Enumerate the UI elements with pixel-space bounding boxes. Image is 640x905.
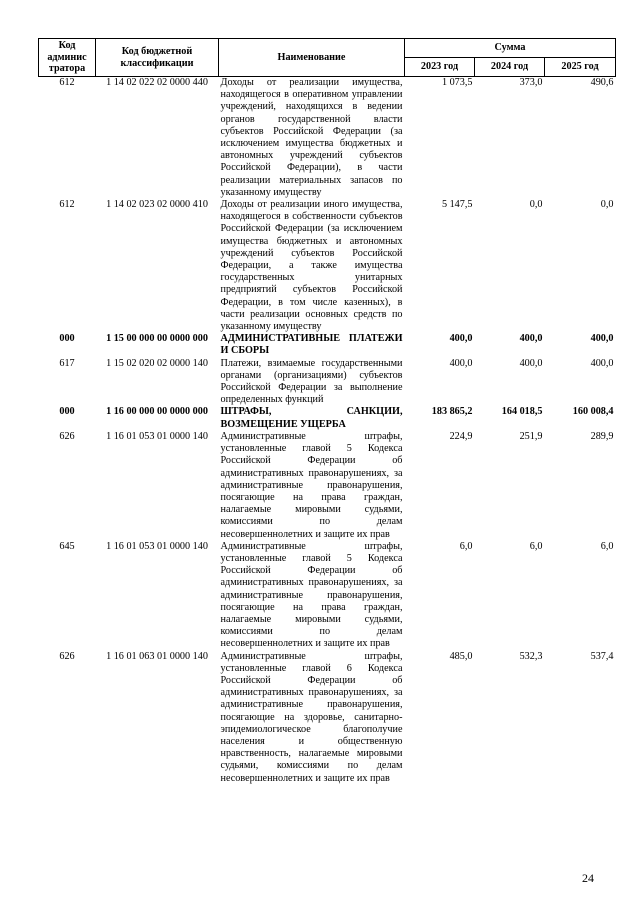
- header-budget-code: Код бюджетной классификации: [96, 39, 219, 77]
- row-sum-2023: 400,0: [449, 357, 473, 369]
- row-admin-code: 645: [59, 540, 75, 552]
- row-sum-2024: 373,0: [519, 77, 543, 88]
- row-sum-2025: 289,9: [590, 430, 614, 442]
- row-sum-2023: 485,0: [449, 650, 473, 662]
- row-admin-code: 612: [59, 77, 75, 88]
- row-sum-2025: 490,6: [590, 77, 614, 88]
- row-sum-2023: 1 073,5: [441, 77, 473, 88]
- table-row: [39, 199, 616, 333]
- table-row: [39, 77, 616, 200]
- row-admin-code: 000: [59, 333, 75, 345]
- row-sum-2025: 6,0: [600, 540, 614, 552]
- row-name: Доходы от реализации имущества, находящегося в оперативном управлении учреждений, находящихся в ведении органов государственной власти субъектов Российской Федерации (за исключением имущества бюджетных и автономных учреждений субъектов Российской Федерации), в части реализации материальных запасов по указанному имуществу: [220, 77, 403, 198]
- row-sum-2024: 164 018,5: [501, 406, 543, 418]
- row-budget-code: 1 14 02 022 02 0000 440: [106, 77, 208, 88]
- page-number: 24: [582, 871, 594, 885]
- row-sum-2024: 0,0: [529, 199, 543, 211]
- row-sum-2024: 400,0: [519, 333, 543, 345]
- row-name: АДМИНИСТРАТИВНЫЕ ПЛАТЕЖИ И СБОРЫ: [220, 333, 403, 357]
- table-row: [39, 333, 616, 357]
- table-row: [39, 406, 616, 430]
- row-admin-code: 617: [59, 357, 75, 369]
- row-budget-code: 1 16 01 053 01 0000 140: [106, 430, 208, 442]
- row-budget-code: 1 15 02 020 02 0000 140: [106, 357, 208, 369]
- table-row: [39, 651, 616, 785]
- row-budget-code: 1 16 01 063 01 0000 140: [106, 650, 208, 662]
- header-year-2023: 2023 год: [405, 58, 475, 77]
- header-admin-code: Код админис тратора: [39, 39, 96, 77]
- table-row: [39, 541, 616, 651]
- row-sum-2025: 0,0: [600, 199, 614, 211]
- row-budget-code: 1 15 00 000 00 0000 000: [106, 333, 208, 345]
- row-sum-2023: 6,0: [459, 540, 473, 552]
- row-sum-2023: 183 865,2: [431, 406, 473, 418]
- table-header: [39, 39, 616, 77]
- row-admin-code: 000: [59, 406, 75, 418]
- row-sum-2025: 537,4: [590, 650, 614, 662]
- row-name: Административные штрафы, установленные главой 5 Кодекса Российской Федерации об административных правонарушениях, за административные правонарушения, посягающие на права граждан, налагаемые мировыми судьями, комиссиями по делам несовершеннолетних и защите их прав: [220, 430, 403, 540]
- table-row: [39, 431, 616, 541]
- row-budget-code: 1 14 02 023 02 0000 410: [106, 199, 208, 211]
- row-sum-2024: 6,0: [529, 540, 543, 552]
- table-row: [39, 358, 616, 407]
- row-sum-2023: 5 147,5: [441, 199, 473, 211]
- row-sum-2025: 160 008,4: [572, 406, 614, 418]
- row-sum-2023: 224,9: [449, 430, 473, 442]
- row-name: Административные штрафы, установленные главой 5 Кодекса Российской Федерации об административных правонарушениях, за административные правонарушения, посягающие на права граждан, налагаемые мировыми судьями, комиссиями по делам несовершеннолетних и защите их прав: [220, 540, 403, 650]
- table-body: [39, 77, 616, 785]
- row-budget-code: 1 16 00 000 00 0000 000: [106, 406, 208, 418]
- row-sum-2025: 400,0: [590, 357, 614, 369]
- row-sum-2024: 251,9: [519, 430, 543, 442]
- row-admin-code: 626: [59, 650, 75, 662]
- budget-table: [38, 38, 616, 785]
- row-sum-2023: 400,0: [449, 333, 473, 345]
- row-sum-2025: 400,0: [590, 333, 614, 345]
- header-year-2024: 2024 год: [475, 58, 545, 77]
- header-sum: Сумма: [405, 39, 616, 58]
- row-name: ШТРАФЫ, САНКЦИИ, ВОЗМЕЩЕНИЕ УЩЕРБА: [220, 406, 403, 430]
- row-admin-code: 612: [59, 199, 75, 211]
- row-name: Доходы от реализации иного имущества, находящегося в собственности субъектов Российской Федерации (за исключением имущества бюджетных и автономных учреждений субъектов Российской Федерации, а также имущества государственных унитарных предприятий субъектов Российской Федерации, в том числе казенных), в части реализации основных средств по указанному имуществу: [220, 199, 403, 333]
- header-year-2025: 2025 год: [545, 58, 616, 77]
- row-name: Административные штрафы, установленные главой 6 Кодекса Российской Федерации об административных правонарушениях, за административные правонарушения, посягающие на здоровье, санитарно-эпидемиологическое благополучие населения и общественную нравственность, налагаемые мировыми судьями, комиссиями по делам несовершеннолетних и защите их прав: [220, 650, 403, 784]
- row-budget-code: 1 16 01 053 01 0000 140: [106, 540, 208, 552]
- row-admin-code: 626: [59, 430, 75, 442]
- row-name: Платежи, взимаемые государственными органами (организациями) субъектов Российской Федерации за выполнение определенных функций: [220, 357, 403, 406]
- row-sum-2024: 532,3: [519, 650, 543, 662]
- row-sum-2024: 400,0: [519, 357, 543, 369]
- header-name: Наименование: [219, 39, 405, 77]
